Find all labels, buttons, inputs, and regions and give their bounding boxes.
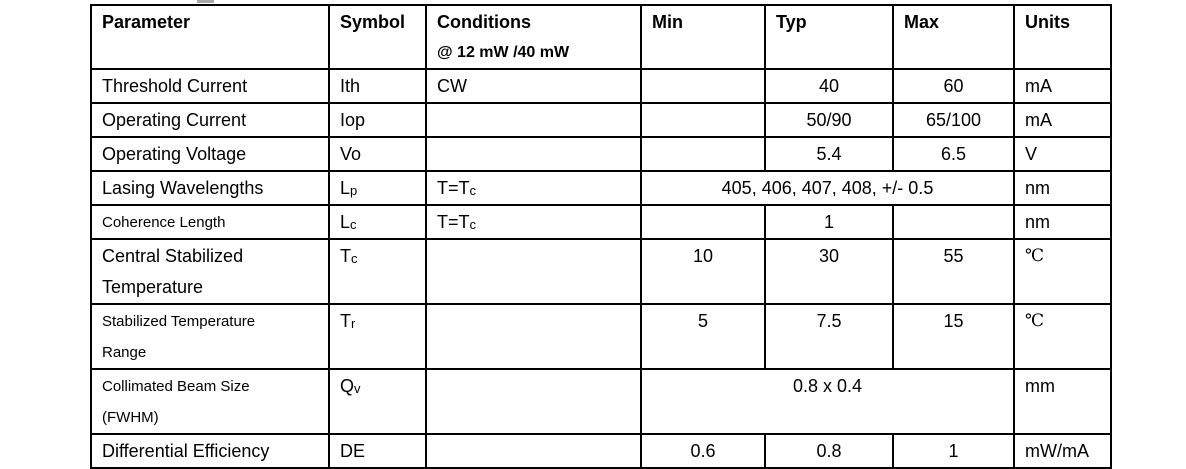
conditions-cell — [426, 434, 641, 468]
max-cell: 15 — [893, 304, 1014, 369]
parameter-cell: Differential Efficiency — [91, 434, 329, 468]
max-cell: 6.5 — [893, 137, 1014, 171]
max-cell: 65/100 — [893, 103, 1014, 137]
parameter-cell: Central Stabilized Temperature — [91, 239, 329, 304]
row-operating-voltage — [91, 137, 1111, 171]
row-lasing-wavelengths — [91, 171, 1111, 205]
conditions-cell — [426, 239, 641, 304]
max-cell: 55 — [893, 239, 1014, 304]
min-cell — [641, 103, 765, 137]
typ-cell: 40 — [765, 69, 893, 103]
symbol-cell: $L_p$ — [329, 171, 426, 205]
typ-cell: 5.4 — [765, 137, 893, 171]
typ-cell: 30 — [765, 239, 893, 304]
typ-cell: 50/90 — [765, 103, 893, 137]
max-cell — [893, 205, 1014, 239]
parameter-cell: Threshold Current — [91, 69, 329, 103]
units-cell: V — [1014, 137, 1111, 171]
conditions-cell: $T=T_c$ — [426, 171, 641, 205]
conditions-cell — [426, 137, 641, 171]
min-cell — [641, 69, 765, 103]
col-header-parameter: Parameter — [91, 5, 329, 69]
row-operating-current — [91, 103, 1111, 137]
symbol-cell: Vo — [329, 137, 426, 171]
col-header-min: Min — [641, 5, 765, 69]
conditions-cell: $T=T_c$ — [426, 205, 641, 239]
min-cell — [641, 137, 765, 171]
units-cell: nm — [1014, 171, 1111, 205]
conditions-cell — [426, 103, 641, 137]
symbol-cell: DE — [329, 434, 426, 468]
min-cell — [641, 205, 765, 239]
symbol-cell: Iop — [329, 103, 426, 137]
min-cell: 10 — [641, 239, 765, 304]
min-cell: 0.6 — [641, 434, 765, 468]
col-header-conditions — [426, 5, 641, 69]
units-cell: ℃ — [1014, 304, 1111, 369]
row-threshold-current — [91, 69, 1111, 103]
units-cell: mW/mA — [1014, 434, 1111, 468]
max-cell: 1 — [893, 434, 1014, 468]
merged-value-cell: 0.8 x 0.4 — [641, 369, 1014, 434]
typ-cell: 7.5 — [765, 304, 893, 369]
parameter-cell: Operating Current — [91, 103, 329, 137]
row-collimated-beam-size — [91, 369, 1111, 434]
col-header-units: Units — [1014, 5, 1111, 69]
header-row — [91, 5, 1111, 69]
units-cell: nm — [1014, 205, 1111, 239]
row-stabilized-temperature-range — [91, 304, 1111, 369]
units-cell: mA — [1014, 103, 1111, 137]
symbol-cell: $L_c$ — [329, 205, 426, 239]
parameter-cell: Coherence Length — [91, 205, 329, 239]
row-central-stabilized-temperature — [91, 239, 1111, 304]
parameter-cell: Collimated Beam Size (FWHM) — [91, 369, 329, 434]
col-header-max: Max — [893, 5, 1014, 69]
symbol-cell: Ith — [329, 69, 426, 103]
col-header-symbol: Symbol — [329, 5, 426, 69]
max-cell: 60 — [893, 69, 1014, 103]
row-coherence-length — [91, 205, 1111, 239]
min-cell: 5 — [641, 304, 765, 369]
typ-cell: 0.8 — [765, 434, 893, 468]
merged-value-cell: 405, 406, 407, 408, +/- 0.5 — [641, 171, 1014, 205]
conditions-header-line2: @ 12 mW /40 mW — [437, 44, 570, 61]
units-cell: ℃ — [1014, 239, 1111, 304]
conditions-cell — [426, 369, 641, 434]
symbol-cell: $Q_v$ — [329, 369, 426, 434]
cropped-text-artifact — [197, 0, 214, 3]
units-cell: mA — [1014, 69, 1111, 103]
units-cell: mm — [1014, 369, 1111, 434]
col-header-typ: Typ — [765, 5, 893, 69]
symbol-cell: $T_r$ — [329, 304, 426, 369]
parameter-cell: Lasing Wavelengths — [91, 171, 329, 205]
parameter-cell: Stabilized Temperature Range — [91, 304, 329, 369]
spec-table — [90, 4, 1112, 469]
row-differential-efficiency — [91, 434, 1111, 468]
typ-cell: 1 — [765, 205, 893, 239]
parameter-cell: Operating Voltage — [91, 137, 329, 171]
conditions-cell: CW — [426, 69, 641, 103]
conditions-cell — [426, 304, 641, 369]
conditions-header-line1: Conditions — [437, 12, 531, 32]
symbol-cell: $T_c$ — [329, 239, 426, 304]
